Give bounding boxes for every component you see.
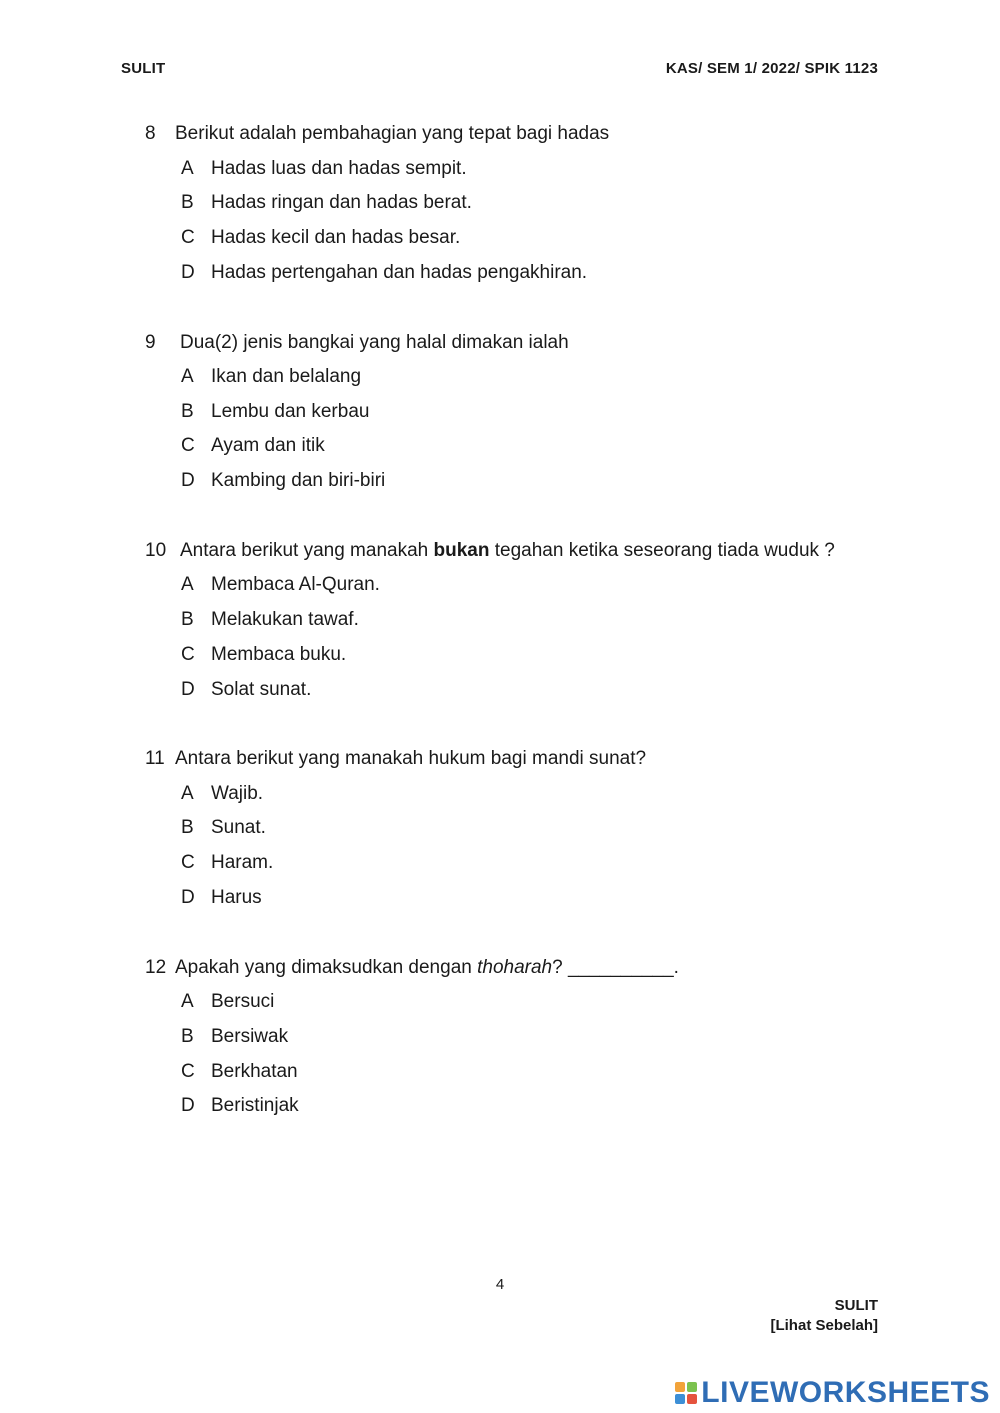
option-letter: D [181,887,195,908]
option-letter: D [181,262,195,283]
question-text-end: ? __________. [552,957,679,978]
option-letter: A [181,574,194,595]
option-12d[interactable] [181,1094,299,1118]
question-10 [145,539,905,563]
option-text: Wajib. [211,783,264,804]
option-text: Hadas kecil dan hadas besar. [211,227,461,248]
option-11a[interactable] [181,782,263,806]
question-number: 8 [145,123,156,144]
option-letter: A [181,783,194,804]
question-text: Dua(2) jenis bangkai yang halal dimakan ialah [180,332,569,353]
option-text: Kambing dan biri-biri [211,470,386,491]
question-emphasis-italic: thoharah [477,957,553,978]
option-8d[interactable] [181,261,587,285]
option-text: Hadas ringan dan hadas berat. [211,192,472,213]
option-text: Hadas luas dan hadas sempit. [211,158,467,179]
question-12 [145,956,905,980]
question-8 [145,122,905,146]
liveworksheets-logo-icon [675,1382,697,1404]
option-letter: C [181,1061,195,1082]
option-text: Haram. [211,852,274,873]
option-10c[interactable] [181,643,346,667]
option-text: Hadas pertengahan dan hadas pengakhiran. [211,262,588,283]
question-number: 9 [145,332,156,353]
option-text: Solat sunat. [211,679,312,700]
option-11c[interactable] [181,851,273,875]
question-number: 11 [145,748,165,769]
option-letter: A [181,366,194,387]
option-11d[interactable] [181,886,262,910]
question-text: Antara berikut yang manakah hukum bagi mandi sunat? [175,748,647,769]
option-12b[interactable] [181,1025,288,1049]
option-text: Ikan dan belalang [211,366,362,387]
option-letter: C [181,435,195,456]
option-9a[interactable] [181,365,361,389]
option-text: Membaca buku. [211,644,347,665]
option-letter: A [181,158,194,179]
footer-sulit-label: SULIT [834,1297,878,1314]
option-letter: B [181,609,194,630]
option-9d[interactable] [181,469,385,493]
option-10b[interactable] [181,608,359,632]
page-number: 4 [495,1276,505,1293]
option-text: Membaca Al-Quran. [211,574,380,595]
option-11b[interactable] [181,816,266,840]
option-text: Bersuci [211,991,275,1012]
option-text: Sunat. [211,817,266,838]
question-number: 10 [145,540,167,561]
liveworksheets-brand[interactable] [675,1376,990,1410]
option-letter: C [181,644,195,665]
question-emphasis-bold: bukan [433,540,490,561]
option-letter: A [181,991,194,1012]
question-number: 12 [145,957,167,978]
footer-right-block [770,1296,878,1336]
option-text: Bersiwak [211,1026,289,1047]
option-letter: D [181,679,195,700]
option-8b[interactable] [181,191,472,215]
option-text: Lembu dan kerbau [211,401,370,422]
option-letter: B [181,401,194,422]
question-text-end: tegahan ketika seseorang tiada wuduk ? [489,540,835,561]
option-8a[interactable] [181,157,467,181]
option-10a[interactable] [181,573,380,597]
option-text: Beristinjak [211,1095,299,1116]
question-11 [145,747,905,771]
option-text: Berkhatan [211,1061,298,1082]
option-letter: B [181,1026,194,1047]
question-text: Apakah yang dimaksudkan dengan [175,957,478,978]
option-letter: D [181,1095,195,1116]
option-text: Melakukan tawaf. [211,609,359,630]
header-sulit-label: SULIT [121,60,166,77]
option-letter: D [181,470,195,491]
footer-see-next-label: [Lihat Sebelah] [770,1317,878,1334]
option-10d[interactable] [181,678,311,702]
question-9 [145,331,905,355]
header-exam-code: KAS/ SEM 1/ 2022/ SPIK 1123 [665,60,878,77]
option-letter: B [181,817,194,838]
question-text: Berikut adalah pembahagian yang tepat bagi hadas [175,123,610,144]
option-text: Harus [211,887,262,908]
option-9b[interactable] [181,400,369,424]
option-text: Ayam dan itik [211,435,325,456]
option-letter: C [181,852,195,873]
option-letter: C [181,227,195,248]
option-8c[interactable] [181,226,460,250]
option-letter: B [181,192,194,213]
brand-name: LIVEWORKSHEETS [701,1376,990,1409]
option-9c[interactable] [181,434,325,458]
option-12a[interactable] [181,990,274,1014]
option-12c[interactable] [181,1060,298,1084]
question-text: Antara berikut yang manakah [180,540,434,561]
